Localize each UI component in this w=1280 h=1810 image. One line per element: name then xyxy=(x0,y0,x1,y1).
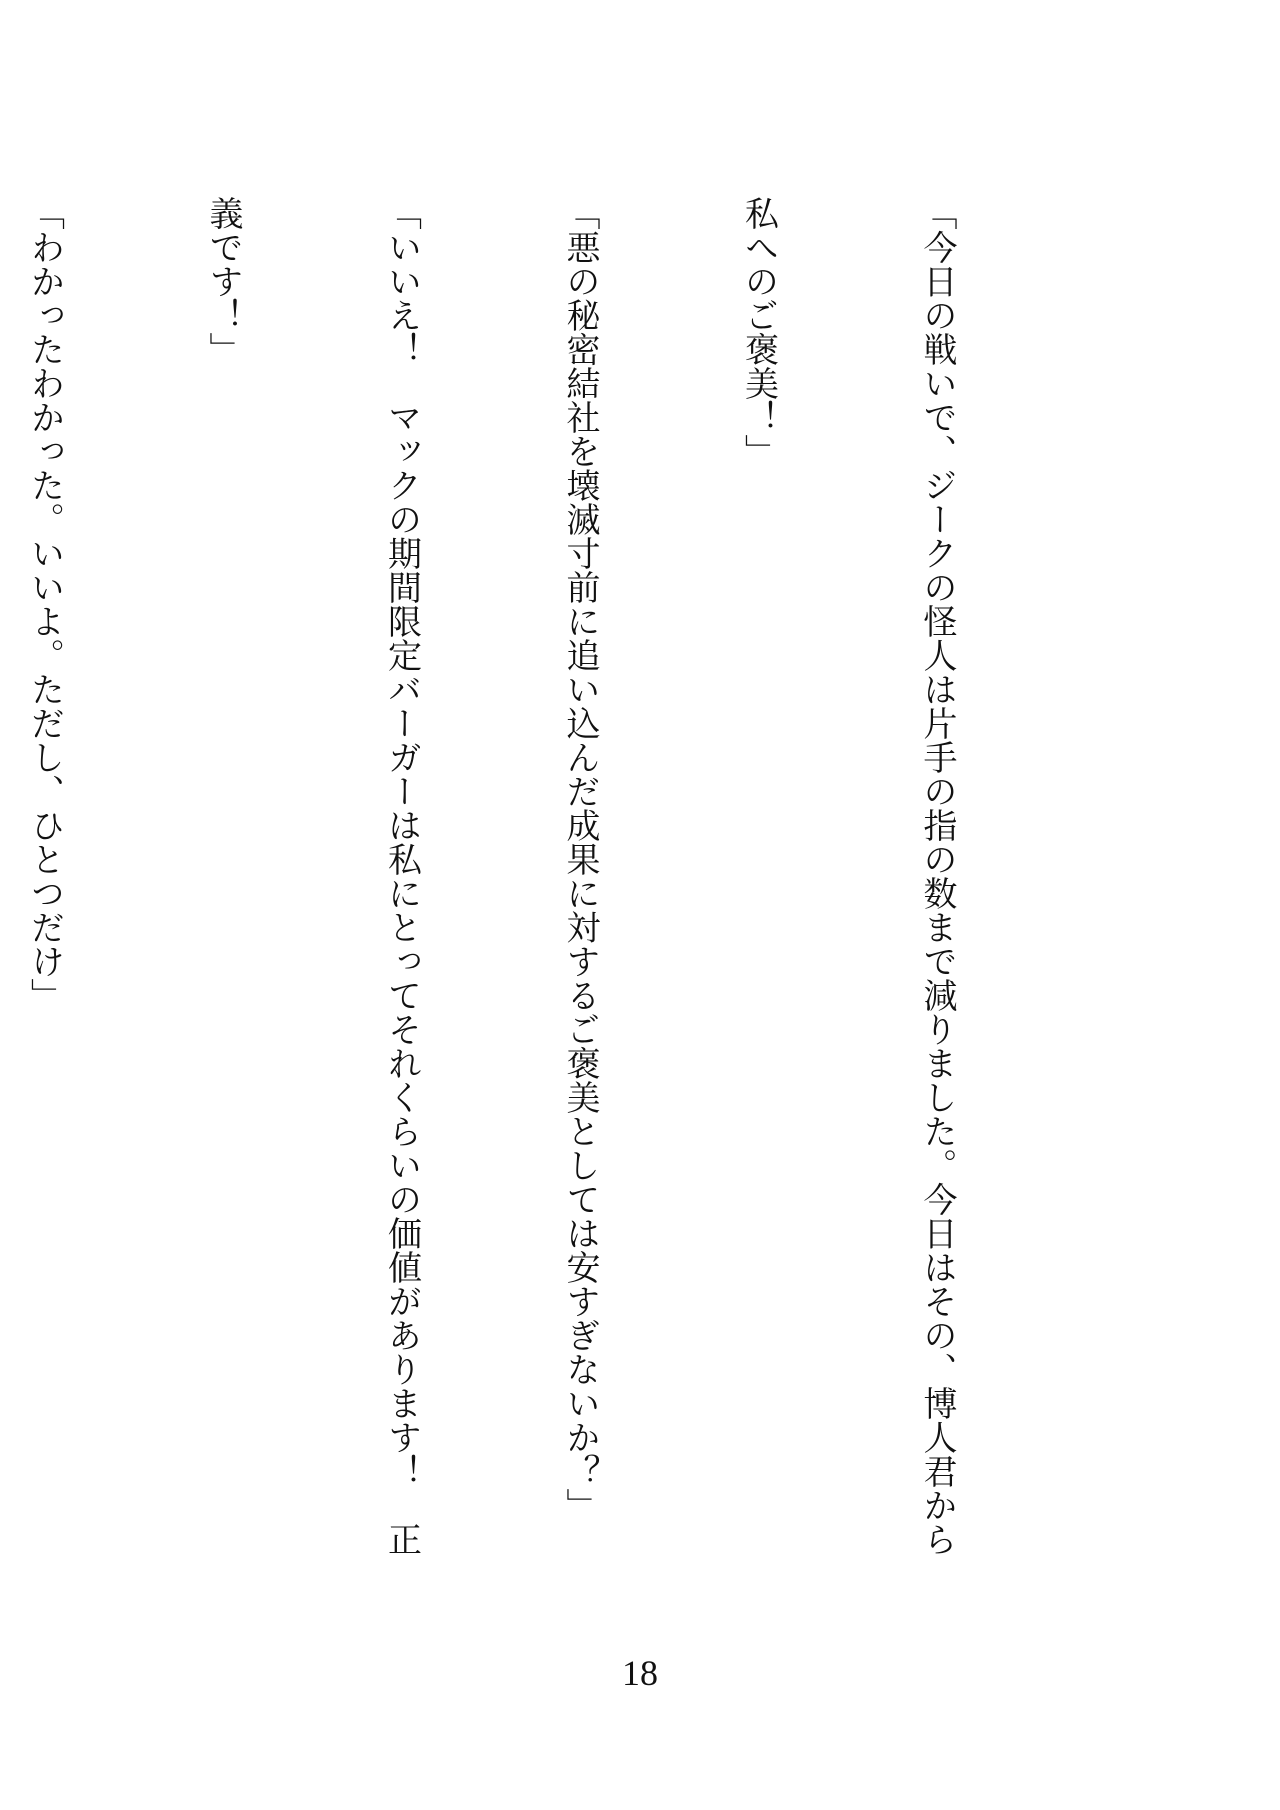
text-line: 「悪の秘密結社を壊滅寸前に追い込んだ成果に対するご褒美としては安すぎないか？」 xyxy=(560,196,600,1522)
text-line: 「今日の戦いで、ジークの怪人は片手の指の数まで減りました。今日はその、博人君から xyxy=(917,196,957,1556)
text-line: 私へのご褒美！」 xyxy=(738,196,779,468)
text-line: 「いいえ！ マックの期間限定バーガーは私にとってそれくらいの価値があります！ 正 xyxy=(381,196,422,1556)
vertical-text-body xyxy=(0,196,1085,1671)
text-line: 「わかったわかった。いいよ。ただし、ひとつだけ」 xyxy=(24,196,65,1012)
page-number: 18 xyxy=(622,1653,658,1693)
text-line: 義です！」 xyxy=(203,196,243,366)
